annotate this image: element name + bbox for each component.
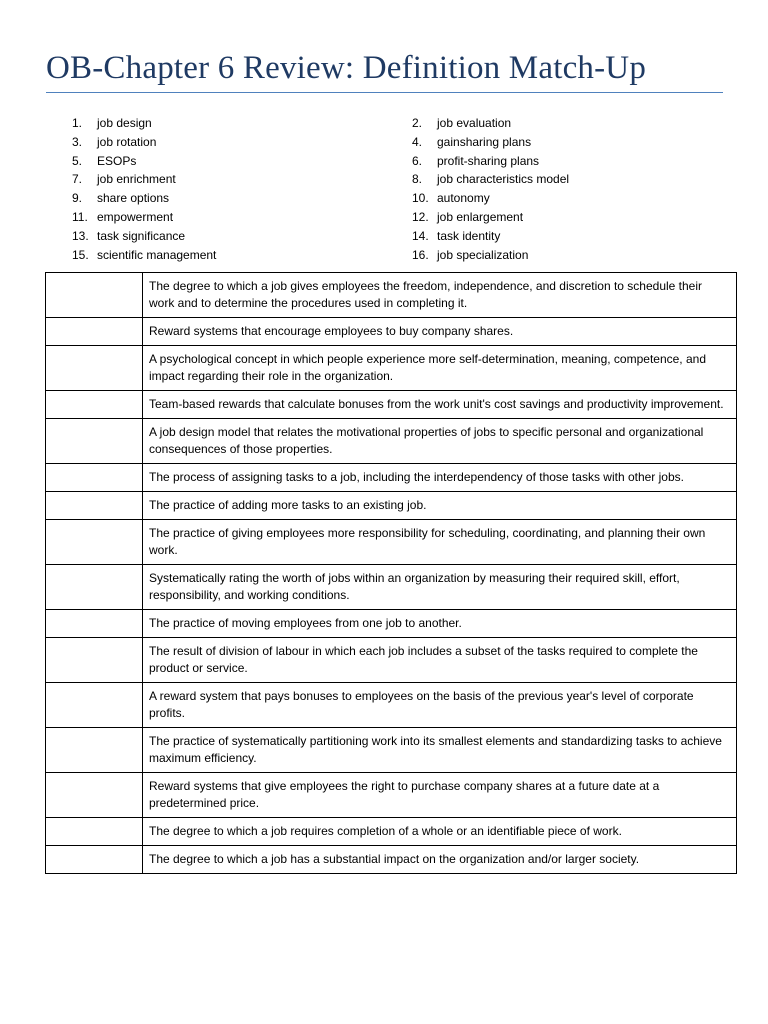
definition-row [46, 818, 737, 846]
definition-row [46, 565, 737, 610]
definition-row [46, 683, 737, 728]
definition-text: The result of division of labour in which each job includes a subset of the tasks required to complete the product or service. [143, 638, 737, 683]
term-label: job characteristics model [437, 172, 570, 187]
definition-row [46, 492, 737, 520]
term-item [412, 246, 569, 265]
answer-cell[interactable] [46, 346, 143, 391]
term-label: job rotation [97, 134, 157, 149]
term-number: 4. [412, 134, 423, 149]
definition-text: The practice of moving employees from one job to another. [143, 610, 737, 638]
answer-cell[interactable] [46, 773, 143, 818]
answer-cell[interactable] [46, 492, 143, 520]
term-item [72, 152, 216, 171]
answer-cell[interactable] [46, 318, 143, 346]
definition-row [46, 273, 737, 318]
definition-text: Reward systems that encourage employees to buy company shares. [143, 318, 737, 346]
definition-text: Reward systems that give employees the right to purchase company shares at a future date at a predetermined price. [143, 773, 737, 818]
term-number: 1. [72, 116, 83, 130]
term-item [412, 227, 569, 246]
answer-cell[interactable] [46, 565, 143, 610]
definition-row [46, 638, 737, 683]
term-item [72, 208, 216, 227]
answer-cell[interactable] [46, 846, 143, 874]
term-item [72, 133, 216, 152]
term-number: 3. [72, 134, 83, 149]
answer-cell[interactable] [46, 638, 143, 683]
term-number: 11. [72, 209, 88, 224]
term-number: 6. [412, 153, 423, 168]
term-label: ESOPs [97, 153, 137, 168]
answer-cell[interactable] [46, 391, 143, 419]
definition-row [46, 610, 737, 638]
term-item [72, 170, 216, 189]
term-number: 16. [412, 247, 429, 262]
answer-cell[interactable] [46, 464, 143, 492]
term-label: empowerment [97, 209, 174, 224]
definition-text: The process of assigning tasks to a job, including the interdependency of those tasks with other jobs. [143, 464, 737, 492]
definition-row [46, 391, 737, 419]
term-label: profit-sharing plans [437, 153, 540, 168]
term-number: 12. [412, 209, 429, 224]
answer-cell[interactable] [46, 419, 143, 464]
term-list-left [72, 114, 216, 264]
term-number: 9. [72, 191, 83, 206]
term-label: job enlargement [437, 209, 524, 224]
term-item [412, 133, 569, 152]
term-number: 7. [72, 172, 83, 187]
term-number: 15. [72, 247, 89, 262]
term-label: job enrichment [97, 172, 176, 187]
term-number: 5. [72, 153, 83, 168]
definition-text: The practice of systematically partitioning work into its smallest elements and standardizing tasks to achieve maximum efficiency. [143, 728, 737, 773]
term-item [412, 170, 569, 189]
definition-text: Team-based rewards that calculate bonuses from the work unit's cost savings and productivity improvement. [143, 391, 737, 419]
term-list-right [412, 114, 569, 264]
page-title: OB-Chapter 6 Review: Definition Match-Up [46, 50, 647, 86]
term-item [72, 114, 216, 133]
definition-row [46, 346, 737, 391]
term-number: 14. [412, 228, 429, 243]
definition-text: The degree to which a job has a substantial impact on the organization and/or larger society. [143, 846, 737, 874]
term-label: job evaluation [437, 116, 512, 130]
term-number: 8. [412, 172, 423, 187]
definition-row [46, 520, 737, 565]
term-label: gainsharing plans [437, 134, 532, 149]
definition-text: The degree to which a job requires completion of a whole or an identifiable piece of work. [143, 818, 737, 846]
definition-row [46, 318, 737, 346]
definition-text: A job design model that relates the motivational properties of jobs to specific personal and organizational consequences of those properties. [143, 419, 737, 464]
term-item [412, 208, 569, 227]
term-label: job design [97, 116, 152, 130]
term-label: scientific management [97, 247, 217, 262]
term-item [412, 189, 569, 208]
term-label: autonomy [437, 191, 490, 206]
definition-row [46, 464, 737, 492]
answer-cell[interactable] [46, 520, 143, 565]
answer-cell[interactable] [46, 818, 143, 846]
answer-cell[interactable] [46, 610, 143, 638]
term-label: task identity [437, 228, 501, 243]
term-number: 2. [412, 116, 423, 130]
term-item [72, 189, 216, 208]
term-label: job specialization [437, 247, 529, 262]
answer-cell[interactable] [46, 273, 143, 318]
term-number: 13. [72, 228, 89, 243]
definition-row [46, 773, 737, 818]
term-item [72, 227, 216, 246]
term-number: 10. [412, 191, 429, 206]
definition-text: A psychological concept in which people experience more self-determination, meaning, competence, and impact regarding their role in the organization. [143, 346, 737, 391]
definition-row [46, 846, 737, 874]
term-item [412, 152, 569, 171]
term-item [72, 246, 216, 265]
definition-text: A reward system that pays bonuses to employees on the basis of the previous year's level of corporate profits. [143, 683, 737, 728]
definition-text: The degree to which a job gives employees the freedom, independence, and discretion to schedule their work and to determine the procedures used in completing it. [143, 273, 737, 318]
answer-cell[interactable] [46, 683, 143, 728]
term-label: share options [97, 191, 170, 206]
definition-row [46, 419, 737, 464]
definition-table [45, 272, 737, 874]
definition-text: Systematically rating the worth of jobs within an organization by measuring their required skill, effort, responsibility, and working conditions. [143, 565, 737, 610]
title-underline [46, 92, 723, 93]
definition-row [46, 728, 737, 773]
answer-cell[interactable] [46, 728, 143, 773]
definition-text: The practice of giving employees more responsibility for scheduling, coordinating, and planning their own work. [143, 520, 737, 565]
term-label: task significance [97, 228, 186, 243]
definition-text: The practice of adding more tasks to an existing job. [143, 492, 737, 520]
term-item [412, 114, 569, 133]
